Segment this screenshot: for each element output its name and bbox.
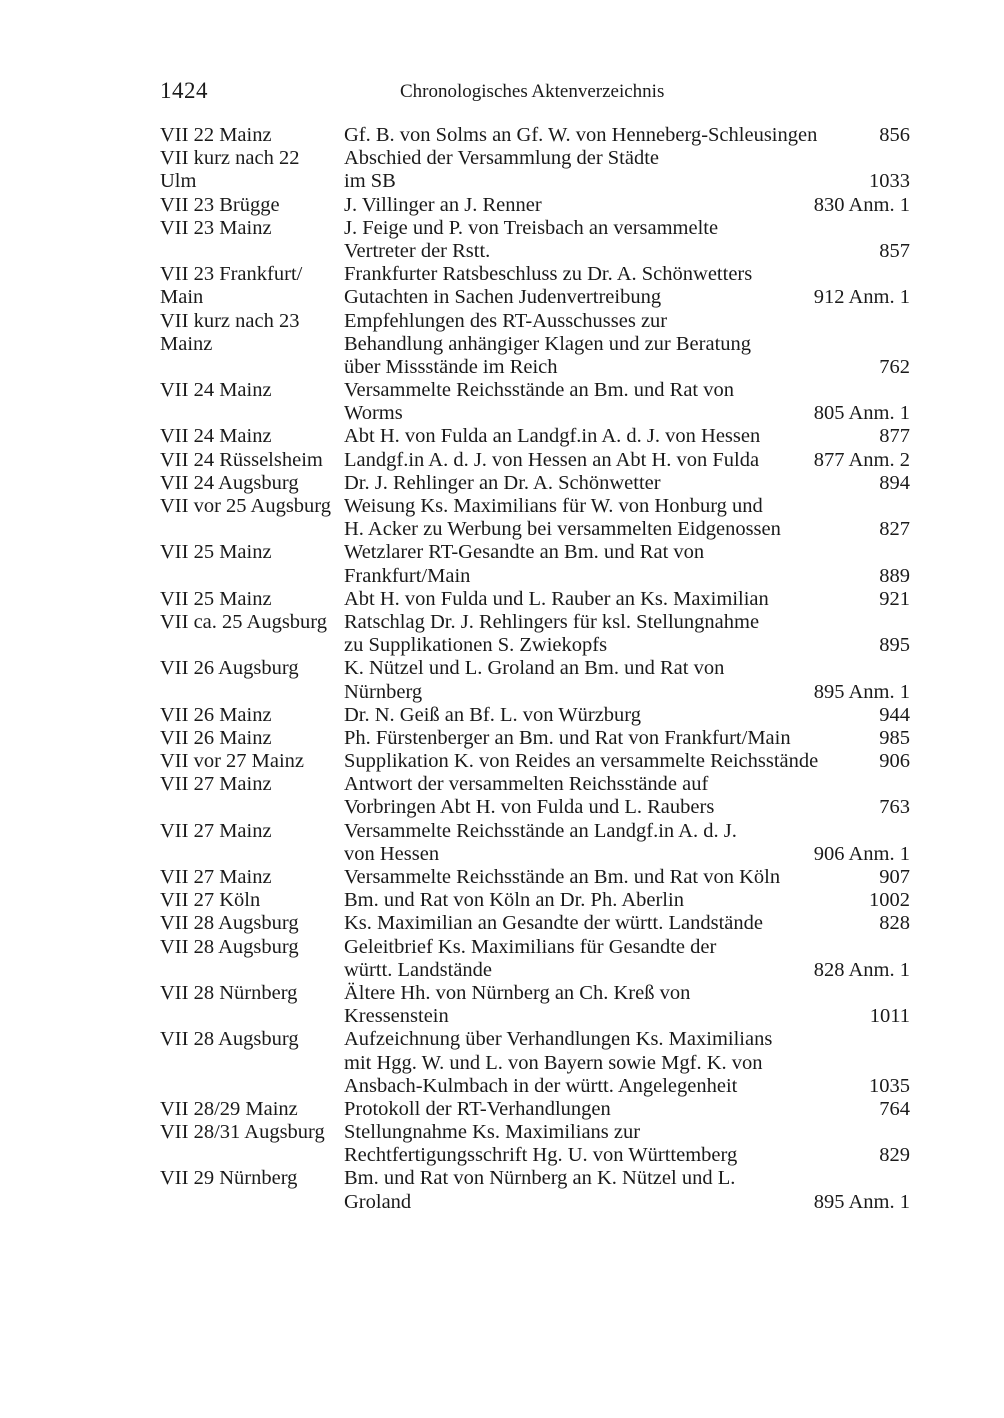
entry-reference (810, 147, 910, 170)
entry-reference (810, 936, 910, 959)
entry-reference: 985 (879, 726, 910, 749)
entry-date: VII 26 Augsburg (160, 657, 299, 680)
entry-line (160, 286, 910, 309)
entry-date: VII 23 Brügge (160, 193, 280, 216)
entry-description: Nürnberg (344, 680, 423, 703)
entry-line (160, 565, 910, 588)
entry (160, 588, 910, 611)
entry-description: Aufzeichnung über Verhandlungen Ks. Maximilians (344, 1028, 773, 1051)
entry-reference (810, 982, 910, 1005)
entry-description: Ansbach-Kulmbach in der württ. Angelegenheit (344, 1074, 738, 1097)
entry-description: Abt H. von Fulda und L. Rauber an Ks. Maximilian (344, 587, 769, 610)
entry-reference: 907 (879, 866, 910, 888)
entry-reference: 856 (879, 124, 910, 146)
entry-description: J. Villinger an J. Renner (344, 193, 542, 216)
entry-line (160, 657, 910, 680)
entry-reference: 877 (879, 425, 910, 448)
entry-description: mit Hgg. W. und L. von Bayern sowie Mgf. K. von (344, 1051, 763, 1074)
entry-line (160, 170, 910, 193)
entry-line (160, 889, 910, 912)
entry-date (160, 402, 344, 425)
entry-date: VII 27 Mainz (160, 866, 272, 888)
entry-reference (810, 333, 910, 356)
entry-date (160, 681, 344, 704)
entry (160, 1121, 910, 1167)
entry-date: Mainz (160, 332, 213, 355)
entry-date: VII 28/31 Augsburg (160, 1121, 325, 1144)
entry-line (160, 217, 910, 240)
entry-line (160, 310, 910, 333)
entry-date: VII 28/29 Mainz (160, 1097, 298, 1120)
entry-line (160, 866, 910, 889)
entry-line (160, 1052, 910, 1075)
entry-date (160, 240, 344, 263)
entry-line (160, 982, 910, 1005)
entry (160, 727, 910, 750)
entry-description: Dr. N. Geiß an Bf. L. von Würzburg (344, 703, 642, 726)
entry-line (160, 356, 910, 379)
entry-line (160, 402, 910, 425)
entry-date: VII 23 Frankfurt/ (160, 263, 303, 286)
entry-reference: 764 (879, 1097, 910, 1120)
entry-line (160, 681, 910, 704)
entry-date: VII 27 Mainz (160, 773, 272, 796)
entry (160, 147, 910, 193)
entry-date (160, 959, 344, 982)
entry-description: Empfehlungen des RT-Ausschusses zur (344, 309, 668, 332)
entry-date (160, 1052, 344, 1075)
entry-line (160, 820, 910, 843)
entry-line (160, 959, 910, 982)
entry-description: K. Nützel und L. Groland an Bm. und Rat von (344, 657, 725, 680)
entry-reference: 906 (879, 750, 910, 773)
entry-date (160, 356, 344, 379)
entry-date: VII 24 Mainz (160, 379, 272, 402)
entry-description: Behandlung anhängiger Klagen und zur Beratung (344, 332, 752, 355)
entry-reference (810, 1121, 910, 1144)
entry (160, 820, 910, 866)
entry-reference: 828 (879, 912, 910, 935)
entry-reference: 906 Anm. 1 (813, 842, 910, 865)
entry-reference: 762 (879, 355, 910, 378)
entry-line (160, 588, 910, 611)
entry (160, 866, 910, 889)
entry-reference: 827 (879, 518, 910, 541)
entry-date (160, 634, 344, 657)
entry-description: Vertreter der Rstt. (344, 239, 491, 262)
entry (160, 936, 910, 982)
entry (160, 217, 910, 263)
entry-reference: 877 Anm. 2 (813, 448, 910, 471)
entry-description: im SB (344, 170, 396, 193)
entry-date (160, 1191, 344, 1214)
entry-reference: 944 (879, 703, 910, 726)
entry-line (160, 634, 910, 657)
entry (160, 124, 910, 147)
entry-date: VII ca. 25 Augsburg (160, 610, 328, 633)
entry-date: VII 24 Mainz (160, 425, 272, 448)
entry-description: Protokoll der RT-Verhandlungen (344, 1097, 611, 1120)
entry (160, 194, 910, 217)
entry-reference: 921 (879, 587, 910, 610)
entry-reference (810, 263, 910, 286)
entry-line (160, 1167, 910, 1190)
entry-reference: 895 Anm. 1 (813, 1190, 910, 1213)
entry-line (160, 1121, 910, 1144)
entry-description: Kressenstein (344, 1005, 449, 1028)
entry-reference (810, 611, 910, 634)
entry-description: Frankfurter Ratsbeschluss zu Dr. A. Schönwetters (344, 263, 753, 286)
page-number: 1424 (160, 78, 208, 103)
entry-date (160, 565, 344, 588)
entry (160, 912, 910, 935)
entry-reference: 763 (879, 796, 910, 819)
entry-reference: 895 (879, 634, 910, 657)
entry-date: VII 28 Augsburg (160, 912, 299, 935)
entry-date: VII vor 27 Mainz (160, 750, 305, 773)
entry-line (160, 240, 910, 263)
entry-reference (810, 1052, 910, 1075)
entry (160, 889, 910, 912)
entry-description: Ältere Hh. von Nürnberg an Ch. Kreß von (344, 981, 691, 1004)
entry-reference: 1033 (869, 170, 910, 193)
entry (160, 1028, 910, 1098)
entry-line (160, 472, 910, 495)
entry-reference (810, 1167, 910, 1190)
entry-description: Groland (344, 1190, 412, 1213)
entry (160, 773, 910, 819)
entry-description: Worms (344, 402, 403, 425)
entry-description: Abt H. von Fulda an Landgf.in A. d. J. von Hessen (344, 425, 761, 448)
entry-description: Ph. Fürstenberger an Bm. und Rat von Frankfurt/Main (344, 726, 791, 749)
entry-reference (810, 657, 910, 680)
entry-description: Dr. J. Rehlinger an Dr. A. Schönwetter (344, 471, 661, 494)
entry (160, 704, 910, 727)
entry-line (160, 773, 910, 796)
entry-date: VII 27 Köln (160, 889, 261, 912)
entry (160, 449, 910, 472)
entry (160, 541, 910, 587)
entry-description: Supplikation K. von Reides an versammelte Reichsstände (344, 750, 819, 773)
entry-description: Bm. und Rat von Köln an Dr. Ph. Aberlin (344, 889, 684, 912)
entry-date: VII 26 Mainz (160, 726, 272, 749)
entry-line (160, 147, 910, 170)
chronological-entry-list (160, 124, 910, 1214)
entry (160, 982, 910, 1028)
entry-line (160, 541, 910, 564)
entry-date: VII 24 Rüsselsheim (160, 448, 323, 471)
entry-line (160, 263, 910, 286)
entry-line (160, 727, 910, 750)
entry-date: VII 28 Augsburg (160, 935, 299, 958)
entry-description: Wetzlarer RT-Gesandte an Bm. und Rat von (344, 541, 705, 564)
entry-line (160, 379, 910, 402)
entry-date: VII 29 Nürnberg (160, 1167, 298, 1190)
entry-line (160, 936, 910, 959)
entry-reference (810, 541, 910, 564)
entry-description: H. Acker zu Werbung bei versammelten Eidgenossen (344, 518, 781, 541)
entry-line (160, 194, 910, 217)
entry-line (160, 1191, 910, 1214)
entry-reference: 830 Anm. 1 (813, 193, 910, 216)
entry-reference: 857 (879, 239, 910, 262)
entry-line (160, 518, 910, 541)
entry-reference (810, 495, 910, 518)
entry-line (160, 611, 910, 634)
entry-line (160, 449, 910, 472)
entry-date (160, 843, 344, 866)
entry (160, 425, 910, 448)
entry-description: Landgf.in A. d. J. von Hessen an Abt H. von Fulda (344, 448, 760, 471)
entry-reference (810, 1028, 910, 1051)
entry-date: VII 27 Mainz (160, 819, 272, 842)
running-head: Chronologisches Aktenverzeichnis (400, 81, 665, 102)
entry-date: Main (160, 286, 204, 309)
entry-description: Weisung Ks. Maximilians für W. von Honburg und (344, 495, 763, 517)
entry-description: Versammelte Reichsstände an Bm. und Rat von Köln (344, 866, 781, 888)
entry-reference: 894 (879, 471, 910, 494)
entry-description: Antwort der versammelten Reichsstände auf (344, 773, 709, 796)
entry-description: Stellungnahme Ks. Maximilians zur (344, 1121, 641, 1144)
entry-line (160, 124, 910, 147)
entry-reference: 805 Anm. 1 (813, 402, 910, 425)
entry-description: Bm. und Rat von Nürnberg an K. Nützel und L. (344, 1167, 736, 1190)
entry (160, 1167, 910, 1213)
entry-description: württ. Landstände (344, 958, 493, 981)
entry (160, 1098, 910, 1121)
entry-date: VII 28 Nürnberg (160, 981, 298, 1004)
entry-reference (810, 379, 910, 402)
entry-reference: 895 Anm. 1 (813, 680, 910, 703)
entry-date: VII 26 Mainz (160, 703, 272, 726)
entry (160, 495, 910, 541)
entry-reference (810, 217, 910, 240)
entry (160, 657, 910, 703)
entry (160, 472, 910, 495)
entry (160, 611, 910, 657)
entry-description: von Hessen (344, 842, 440, 865)
entry-line (160, 796, 910, 819)
entry-date: VII kurz nach 23 (160, 309, 300, 332)
entry-line (160, 704, 910, 727)
entry-date (160, 518, 344, 541)
entry-line (160, 1028, 910, 1051)
entry-date (160, 1144, 344, 1167)
entry-date: VII 25 Mainz (160, 587, 272, 610)
entry-reference: 1035 (869, 1074, 910, 1097)
entry-line (160, 495, 910, 518)
entry (160, 379, 910, 425)
entry-description: Versammelte Reichsstände an Bm. und Rat von (344, 379, 734, 402)
page-header (160, 78, 909, 108)
entry-reference: 1002 (869, 889, 910, 912)
entry-description: Frankfurt/Main (344, 564, 471, 587)
entry-description: Rechtfertigungsschrift Hg. U. von Württemberg (344, 1144, 738, 1167)
entry-date: VII 24 Augsburg (160, 471, 299, 494)
entry (160, 310, 910, 380)
entry-line (160, 1075, 910, 1098)
entry-date: VII kurz nach 22 (160, 147, 300, 170)
entry-line (160, 1144, 910, 1167)
entry-description: über Missstände im Reich (344, 355, 558, 378)
entry-line (160, 912, 910, 935)
entry-description: Versammelte Reichsstände an Landgf.in A. d. J. (344, 819, 737, 842)
entry-date: VII vor 25 Augsburg (160, 495, 332, 517)
entry-reference (810, 820, 910, 843)
entry-reference: 829 (879, 1144, 910, 1167)
entry-line (160, 425, 910, 448)
entry-line (160, 333, 910, 356)
entry-date: VII 25 Mainz (160, 541, 272, 564)
entry-line (160, 1098, 910, 1121)
entry-date: VII 23 Mainz (160, 216, 272, 239)
entry-date (160, 1005, 344, 1028)
entry-date: VII 28 Augsburg (160, 1028, 299, 1051)
entry-description: Gutachten in Sachen Judenvertreibung (344, 286, 662, 309)
entry-date (160, 1075, 344, 1098)
entry-description: Gf. B. von Solms an Gf. W. von Henneberg-Schleusingen (344, 124, 818, 146)
entry-reference: 889 (879, 564, 910, 587)
entry-reference (810, 773, 910, 796)
entry-reference (810, 310, 910, 333)
entry-description: Ratschlag Dr. J. Rehlingers für ksl. Stellungnahme (344, 610, 760, 633)
entry-reference: 828 Anm. 1 (813, 958, 910, 981)
entry-description: Abschied der Versammlung der Städte (344, 147, 660, 170)
entry-line (160, 843, 910, 866)
entry-date: VII 22 Mainz (160, 124, 272, 146)
entry-description: zu Supplikationen S. Zwiekopfs (344, 634, 608, 657)
entry-description: Ks. Maximilian an Gesandte der württ. Landstände (344, 912, 763, 935)
entry-date: Ulm (160, 170, 197, 193)
entry-description: Vorbringen Abt H. von Fulda und L. Raubers (344, 796, 715, 819)
entry-line (160, 1005, 910, 1028)
entry-description: J. Feige und P. von Treisbach an versammelte (344, 216, 719, 239)
entry-reference: 912 Anm. 1 (813, 286, 910, 309)
entry (160, 263, 910, 309)
entry-description: Geleitbrief Ks. Maximilians für Gesandte der (344, 935, 717, 958)
entry-line (160, 750, 910, 773)
entry (160, 750, 910, 773)
entry-reference: 1011 (869, 1005, 910, 1028)
entry-date (160, 796, 344, 819)
